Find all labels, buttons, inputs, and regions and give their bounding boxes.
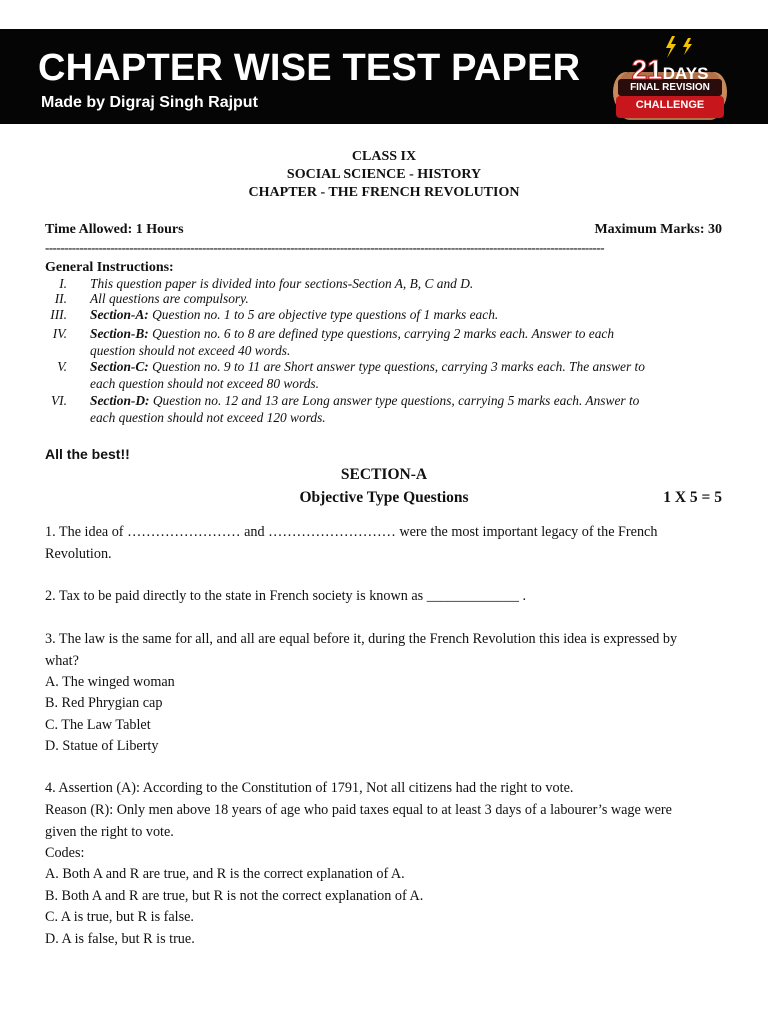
dashed-divider: -------------------------------------------------------------------------------------------------------------------------------------------------- xyxy=(45,240,605,255)
question-line: 3. The law is the same for all, and all are equal before it, during the French Revolution this idea is expressed by xyxy=(45,631,678,647)
option-line: A. The winged woman xyxy=(45,674,175,690)
question-line: Revolution. xyxy=(45,546,112,562)
logo-line1: FINAL REVISION xyxy=(630,82,710,93)
option-line: D. Statue of Liberty xyxy=(45,738,159,754)
banner-subtitle: Made by Digraj Singh Rajput xyxy=(41,94,258,111)
question-line: 1. The idea of …………………… and ……………………… were the most important legacy of the French xyxy=(45,524,658,540)
instructions-title: General Instructions: xyxy=(45,260,174,275)
challenge-logo xyxy=(608,34,732,120)
greeting: All the best!! xyxy=(45,446,130,462)
instruction-item: IV. Section-B: Question no. 6 to 8 are defined type questions, carrying 2 marks each. Answer to each question should not exceed 40 words. xyxy=(52,326,615,358)
logo-line2: CHALLENGE xyxy=(635,99,705,111)
section-subtitle: Objective Type Questions xyxy=(299,489,469,506)
instruction-item: VI. Section-D: Question no. 12 and 13 are Long answer type questions, carrying 5 marks each. Answer to each question should not exceed 120 words. xyxy=(51,393,640,425)
question-line: Codes: xyxy=(45,845,85,861)
logo-number: 21DAYS xyxy=(631,54,709,85)
question-line: given the right to vote. xyxy=(45,824,174,840)
option-line: C. A is true, but R is false. xyxy=(45,909,194,925)
question-line: what? xyxy=(45,653,79,669)
section-marks: 1 X 5 = 5 xyxy=(663,489,722,506)
paper-meta xyxy=(45,221,722,239)
option-line: C. The Law Tablet xyxy=(45,717,151,733)
instruction-item: V. Section-C: Question no. 9 to 11 are Short answer type questions, carrying 3 marks each. The answer to each question should not exceed 80 words. xyxy=(57,359,645,391)
header-banner xyxy=(0,29,768,124)
time-allowed: Time Allowed: 1 Hours xyxy=(45,222,184,237)
banner-title: CHAPTER WISE TEST PAPER xyxy=(38,47,581,89)
question-line: Reason (R): Only men above 18 years of age who paid taxes equal to at least 3 days of a labourer’s wage were xyxy=(45,802,672,818)
class-heading: CLASS IX xyxy=(351,149,417,164)
chapter-heading: CHAPTER - THE FRENCH REVOLUTION xyxy=(248,185,520,200)
option-line: B. Red Phrygian cap xyxy=(45,695,163,711)
option-line: D. A is false, but R is true. xyxy=(45,931,195,947)
subject-heading: SOCIAL SCIENCE - HISTORY xyxy=(286,167,482,182)
section-title: SECTION-A xyxy=(340,466,428,483)
question-line: 2. Tax to be paid directly to the state in French society is known as _____________ . xyxy=(45,588,527,604)
option-line: A. Both A and R are true, and R is the correct explanation of A. xyxy=(45,866,405,882)
maximum-marks: Maximum Marks: 30 xyxy=(594,222,722,237)
question-line: 4. Assertion (A): According to the Constitution of 1791, Not all citizens had the right to vote. xyxy=(45,780,574,796)
option-line: B. Both A and R are true, but R is not the correct explanation of A. xyxy=(45,888,424,904)
